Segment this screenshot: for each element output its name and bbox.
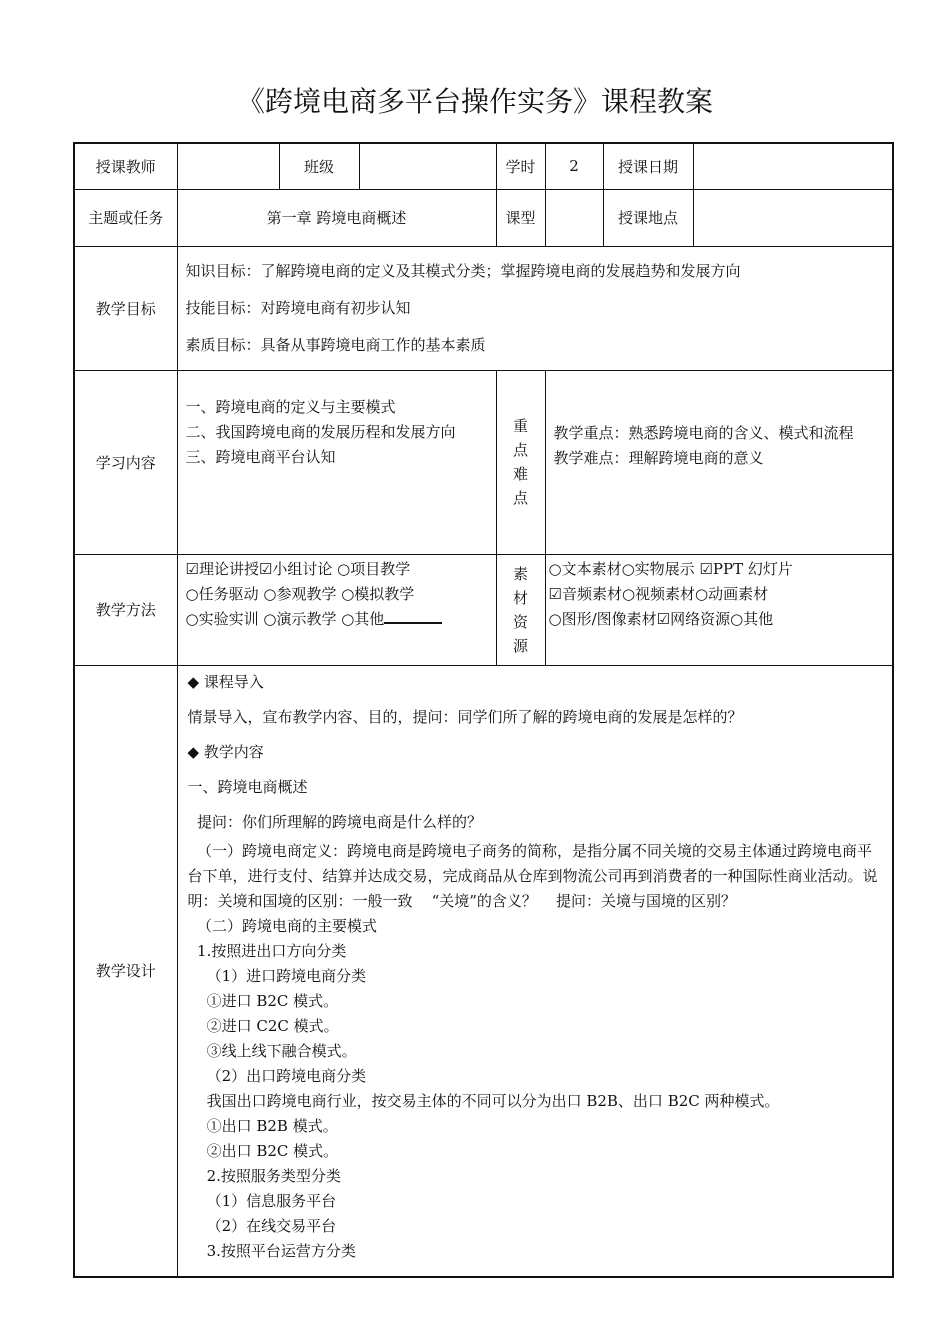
list-line: 我国出口跨境电商行业，按交易主体的不同可以分为出口 B2B、出口 B2C 两种模式。 [187, 1091, 780, 1110]
materials-line: ☑音频素材○视频素材○动画素材 [548, 584, 769, 603]
goals-label: 教学目标 [74, 246, 177, 370]
materials-line: ○图形/图像素材☑网络资源○其他 [548, 609, 774, 628]
place-label: 授课地点 [603, 189, 693, 246]
goals-list [177, 246, 893, 370]
methods-options [177, 554, 496, 665]
methods-line: ☑理论讲授☑小组讨论 ○项目教学 [185, 559, 411, 578]
list-line: （1）进口跨境电商分类 [187, 966, 367, 985]
content-item: 二、我国跨境电商的发展历程和发展方向 [185, 422, 456, 441]
section-heading: 一、跨境电商概述 [187, 777, 308, 796]
lesson-plan-table [73, 142, 894, 1278]
list-line: 2.按照服务类型分类 [187, 1166, 341, 1185]
goal-knowledge: 知识目标：了解跨境电商的定义及其模式分类；掌握跨境电商的发展趋势和发展方向 [185, 261, 741, 280]
key-points-label: 重 点 难 点 [496, 370, 545, 554]
section-bullet: ◆ 课程导入 [187, 672, 264, 691]
subsection-heading: （二）跨境电商的主要模式 [187, 916, 378, 935]
class-value [359, 143, 496, 189]
content-list [177, 370, 496, 554]
intro-text: 情景导入，宣布教学内容、目的，提问：同学们所了解的跨境电商的发展是怎样的？ [187, 707, 743, 726]
list-line: （2）出口跨境电商分类 [187, 1066, 367, 1085]
list-line: ①出口 B2B 模式。 [187, 1116, 338, 1135]
hours-value: 2 [545, 143, 603, 189]
goal-skill: 技能目标：对跨境电商有初步认知 [185, 298, 411, 317]
list-line: ①进口 B2C 模式。 [187, 991, 339, 1010]
materials-line: ○文本素材○实物展示 ☑PPT 幻灯片 [548, 559, 793, 578]
lesson-type-value [545, 189, 603, 246]
place-value [693, 189, 893, 246]
materials-label: 素 材 资 源 [496, 554, 545, 665]
methods-line: ○任务驱动 ○参观教学 ○模拟教学 [185, 584, 415, 603]
design-label: 教学设计 [74, 665, 177, 1277]
question-text: 提问：你们所理解的跨境电商是什么样的？ [187, 812, 483, 831]
content-item: 一、跨境电商的定义与主要模式 [185, 397, 396, 416]
header-row [74, 143, 893, 189]
date-label: 授课日期 [603, 143, 693, 189]
design-content [177, 665, 893, 1277]
content-item: 三、跨境电商平台认知 [185, 447, 336, 466]
class-label: 班级 [279, 143, 359, 189]
topic-row [74, 189, 893, 246]
section-bullet: ◆ 教学内容 [187, 742, 264, 761]
teacher-value [177, 143, 279, 189]
teacher-label: 授课教师 [74, 143, 177, 189]
content-row [74, 370, 893, 554]
difficult-point: 教学难点：理解跨境电商的意义 [553, 448, 764, 467]
list-line: 1.按照进出口方向分类 [187, 941, 347, 960]
list-line: ③线上线下融合模式。 [187, 1041, 357, 1060]
list-line: 3.按照平台运营方分类 [187, 1241, 356, 1260]
goal-quality: 素质目标：具备从事跨境电商工作的基本素质 [185, 335, 486, 354]
date-value [693, 143, 893, 189]
list-line: ②出口 B2C 模式。 [187, 1141, 339, 1160]
page-title: 《跨境电商多平台操作实务》课程教案 [236, 85, 713, 118]
methods-line: ○实验实训 ○演示教学 ○其他 [186, 607, 488, 632]
methods-row [74, 554, 893, 665]
goals-row [74, 246, 893, 370]
methods-label: 教学方法 [74, 554, 177, 665]
materials-options [545, 554, 893, 665]
key-points-list [545, 370, 893, 554]
definition-text: （一）跨境电商定义：跨境电商是跨境电子商务的简称，是指分属不同关境的交易主体通过跨境电商平台下单，进行支付、结算并达成交易，完成商品从仓库到物流公司再到消费者的一种国际性商业活动。说明：关境和国境的区别：一般一致 “关境”的含义？ 提问：关境与国境的区别？ [187, 841, 878, 910]
topic-value: 第一章 跨境电商概述 [177, 189, 496, 246]
key-point: 教学重点：熟悉跨境电商的含义、模式和流程 [553, 423, 854, 442]
lesson-type-label: 课型 [496, 189, 545, 246]
design-row [74, 665, 893, 1277]
list-line: ②进口 C2C 模式。 [187, 1016, 339, 1035]
list-line: （2）在线交易平台 [187, 1216, 337, 1235]
other-blank-underline [384, 608, 442, 624]
list-line: （1）信息服务平台 [187, 1191, 337, 1210]
content-label: 学习内容 [74, 370, 177, 554]
topic-label: 主题或任务 [74, 189, 177, 246]
hours-label: 学时 [496, 143, 545, 189]
